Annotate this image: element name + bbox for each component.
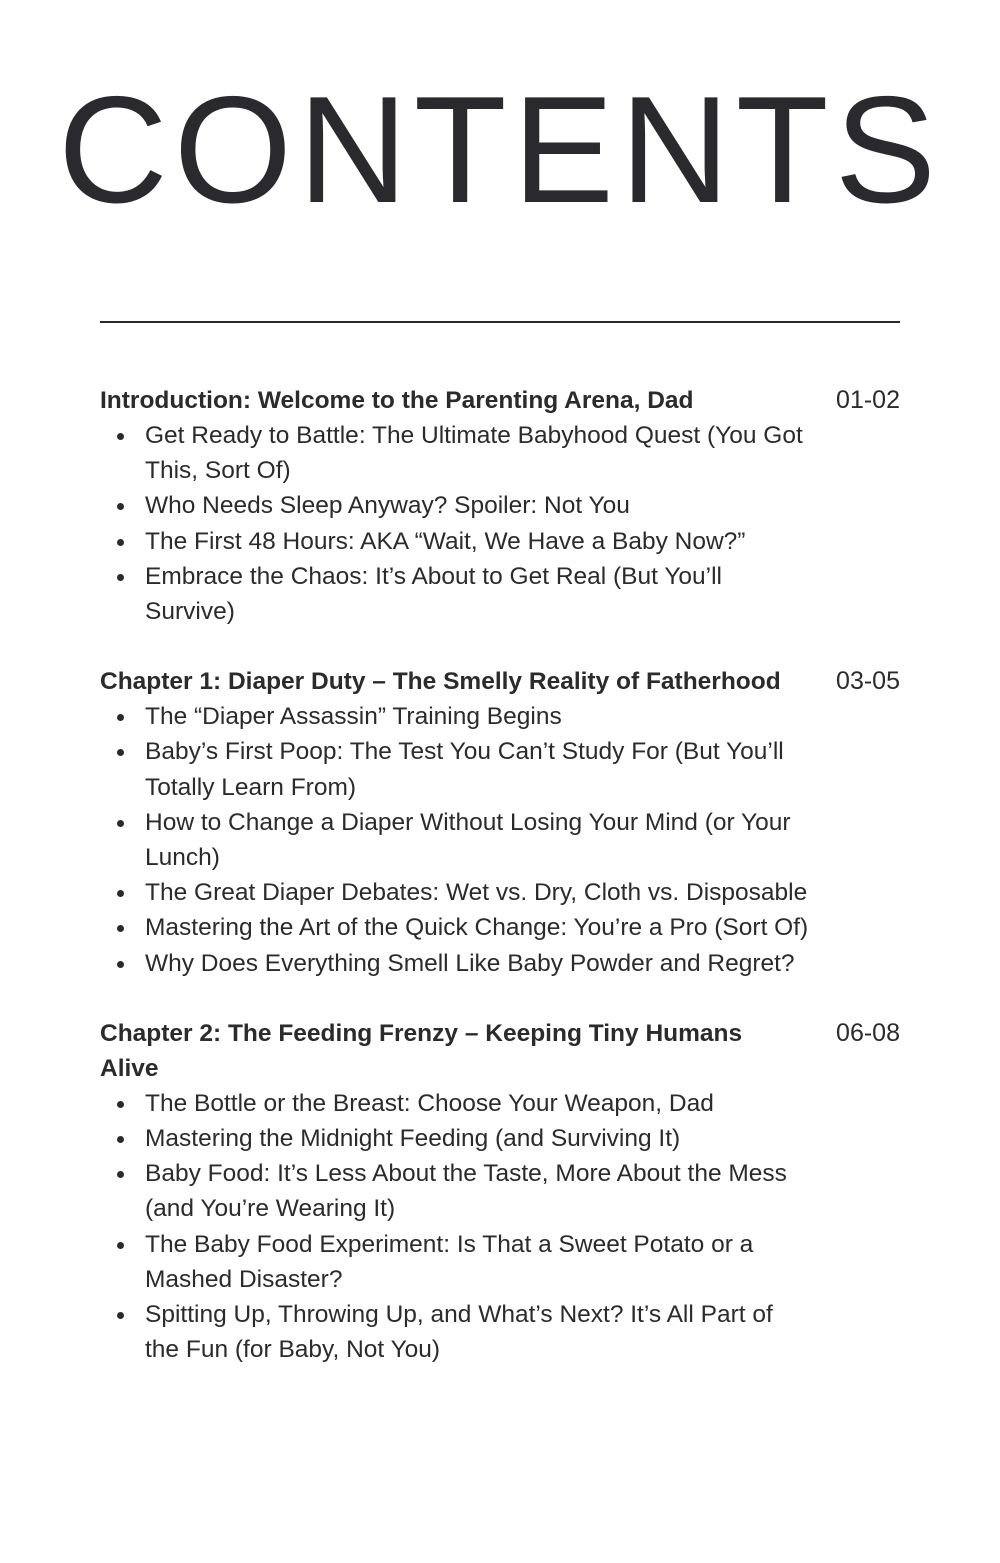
list-item: Who Needs Sleep Anyway? Spoiler: Not You — [100, 488, 812, 523]
section-title: Chapter 1: Diaper Duty – The Smelly Reality of Fatherhood — [100, 668, 781, 696]
list-item: How to Change a Diaper Without Losing Your Mind (or Your Lunch) — [100, 805, 812, 875]
page-title: CONTENTS — [58, 65, 942, 235]
list-item: Spitting Up, Throwing Up, and What’s Next? It’s All Part of the Fun (for Baby, Not You) — [100, 1297, 812, 1367]
title-divider — [100, 321, 900, 323]
list-item: Embrace the Chaos: It’s About to Get Real (But You’ll Survive) — [100, 559, 812, 629]
toc-section-chapter-1 — [100, 664, 900, 981]
list-item: Baby’s First Poop: The Test You Can’t Study For (But You’ll Totally Learn From) — [100, 734, 812, 804]
section-header — [100, 383, 900, 418]
list-item: The “Diaper Assassin” Training Begins — [100, 699, 812, 734]
list-item: The First 48 Hours: AKA “Wait, We Have a Baby Now?” — [100, 524, 812, 559]
section-item-list — [100, 699, 812, 981]
list-item: The Baby Food Experiment: Is That a Sweet Potato or a Mashed Disaster? — [100, 1227, 812, 1297]
section-page-range: 01-02 — [836, 386, 900, 414]
list-item: Why Does Everything Smell Like Baby Powder and Regret? — [100, 946, 812, 981]
list-item: Mastering the Art of the Quick Change: You’re a Pro (Sort Of) — [100, 910, 812, 945]
section-title: Chapter 2: The Feeding Frenzy – Keeping Tiny Humans Alive — [100, 1019, 743, 1082]
list-item: Mastering the Midnight Feeding (and Surviving It) — [100, 1121, 812, 1156]
toc-section-chapter-2 — [100, 1016, 900, 1368]
section-page-range: 03-05 — [836, 667, 900, 696]
section-title: Introduction: Welcome to the Parenting Arena, Dad — [100, 387, 694, 414]
table-of-contents — [100, 383, 900, 1402]
list-item: The Great Diaper Debates: Wet vs. Dry, Cloth vs. Disposable — [100, 875, 812, 910]
list-item: Baby Food: It’s Less About the Taste, More About the Mess (and You’re Wearing It) — [100, 1156, 812, 1226]
section-item-list — [100, 1086, 812, 1368]
section-header — [100, 664, 900, 699]
list-item: The Bottle or the Breast: Choose Your Weapon, Dad — [100, 1086, 812, 1121]
toc-section-introduction — [100, 383, 900, 629]
section-header — [100, 1016, 900, 1086]
section-item-list — [100, 418, 812, 629]
section-page-range: 06-08 — [836, 1018, 900, 1047]
list-item: Get Ready to Battle: The Ultimate Babyhood Quest (You Got This, Sort Of) — [100, 418, 812, 488]
